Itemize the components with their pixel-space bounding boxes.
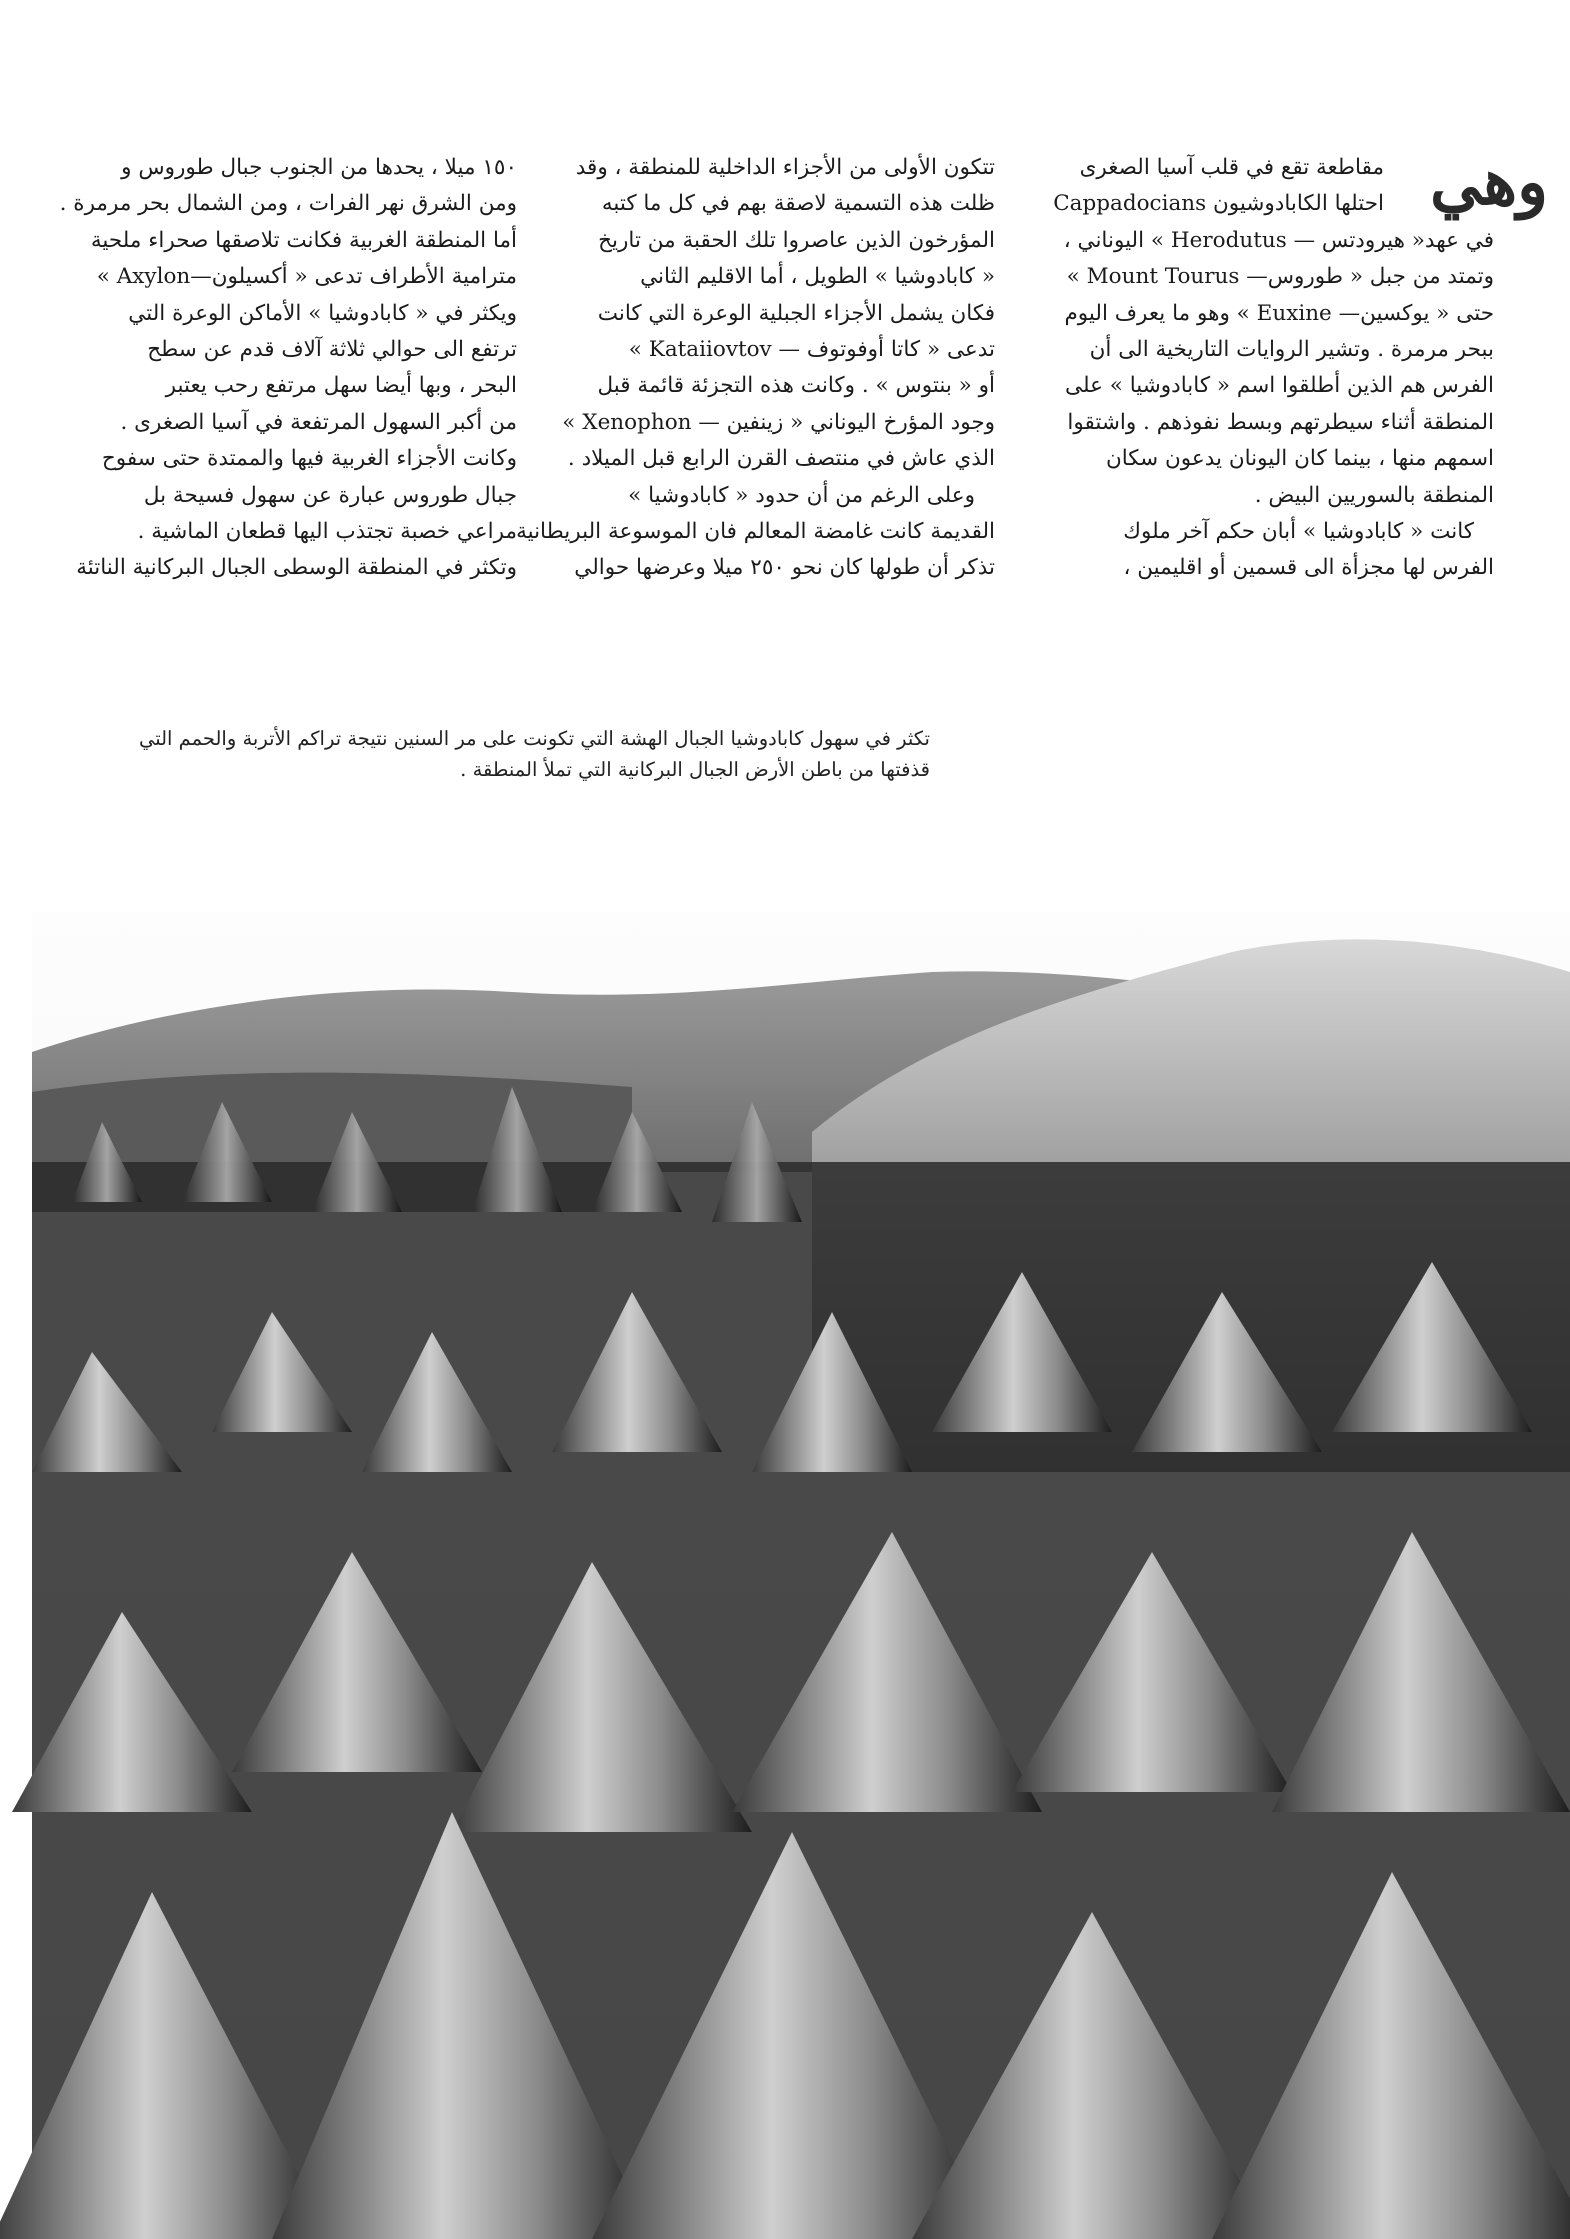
text-line: ظلت هذه التسمية لاصقة بهم في كل ما كتبه: [601, 191, 995, 217]
text-line: كانت « كابادوشيا » أبان حكم آخر ملوك: [1123, 518, 1474, 544]
text-line: مترامية الأطراف تدعى « أكسيلون—Axylon »: [96, 264, 517, 290]
caption-line: قذفتها من باطن الأرض الجبال البركانية التي تملأ المنطقة .: [460, 758, 930, 781]
text-line: احتلها الكابادوشيون Cappadocians: [1053, 191, 1384, 217]
text-column-left: [0, 150, 517, 587]
text-line: البحر ، وبها أيضا سهل مرتفع رحب يعتبر: [165, 373, 517, 399]
text-line: الذي عاش في منتصف القرن الرابع قبل الميلاد .: [567, 446, 995, 472]
text-line: المنطقة بالسوريين البيض .: [1254, 482, 1494, 508]
text-line: تتكون الأولى من الأجزاء الداخلية للمنطقة ، وقد: [575, 155, 995, 180]
text-line: مقاطعة تقع في قلب آسيا الصغرى: [1079, 155, 1384, 180]
text-line: ومن الشرق نهر الفرات ، ومن الشمال بحر مرمرة .: [59, 191, 517, 217]
text-line: جبال طوروس عبارة عن سهول فسيحة بل: [143, 482, 517, 508]
text-line: وتكثر في المنطقة الوسطى الجبال البركانية الناتئة: [76, 555, 517, 581]
text-line: تذكر أن طولها كان نحو ٢٥٠ ميلا وعرضها حوالي: [574, 555, 995, 581]
text-line: وكانت الأجزاء الغربية فيها والممتدة حتى سفوح: [101, 446, 517, 472]
text-line: اسمهم منها ، بينما كان اليونان يدعون سكان: [1105, 446, 1494, 472]
text-line: وعلى الرغم من أن حدود « كابادوشيا »: [628, 482, 975, 508]
drop-cap: وهي: [1430, 145, 1548, 220]
landscape-photo: [32, 912, 1570, 2239]
text-line: ببحر مرمرة . وتشير الروايات التاريخية الى أن: [1089, 336, 1494, 362]
text-line: « كابادوشيا » الطويل ، أما الاقليم الثاني: [640, 264, 995, 290]
text-column-middle: [516, 150, 995, 587]
photo-caption: [0, 723, 930, 785]
text-column-right: [1024, 150, 1494, 587]
text-line: وجود المؤرخ اليوناني « زينفين — Xenophon »: [562, 409, 995, 435]
caption-line: تكثر في سهول كابادوشيا الجبال الهشة التي تكونت على مر السنين نتيجة تراكم الأتربة والحمم التي: [138, 727, 930, 750]
text-line: في عهد« هيرودتس — Herodutus » اليوناني ،: [1063, 227, 1494, 253]
text-line: أو « بنتوس » . وكانت هذه التجزئة قائمة قبل: [597, 373, 995, 399]
text-line: الفرس هم الذين أطلقوا اسم « كابادوشيا » على: [1065, 373, 1494, 399]
text-line: ترتفع الى حوالي ثلاثة آلاف قدم عن سطح: [147, 336, 517, 362]
text-line: وتمتد من جبل « طوروس— Mount Tourus »: [1066, 264, 1494, 290]
text-line: ويكثر في « كابادوشيا » الأماكن الوعرة التي: [128, 300, 517, 326]
text-line: الفرس لها مجزأة الى قسمين أو اقليمين ،: [1123, 555, 1494, 581]
text-line: أما المنطقة الغربية فكانت تلاصقها صحراء ملحية: [90, 227, 517, 253]
text-line: مراعي خصبة تجتذب اليها قطعان الماشية .: [137, 518, 517, 544]
text-line: ١٥٠ ميلا ، يحدها من الجنوب جبال طوروس و: [121, 155, 517, 180]
text-line: المؤرخون الذين عاصروا تلك الحقبة من تاريخ: [598, 227, 995, 253]
text-line: حتى « يوكسين— Euxine » وهو ما يعرف اليوم: [1064, 300, 1494, 326]
text-line: من أكبر السهول المرتفعة في آسيا الصغرى .: [120, 409, 517, 435]
text-line: القديمة كانت غامضة المعالم فان الموسوعة البريطانية: [516, 518, 995, 544]
text-line: فكان يشمل الأجزاء الجبلية الوعرة التي كانت: [597, 300, 995, 326]
text-line: المنطقة أثناء سيطرتهم وبسط نفوذهم . واشتقوا: [1067, 409, 1494, 435]
text-line: تدعى « كاتا أوفوتوف — Kataiiovtov »: [628, 336, 995, 362]
